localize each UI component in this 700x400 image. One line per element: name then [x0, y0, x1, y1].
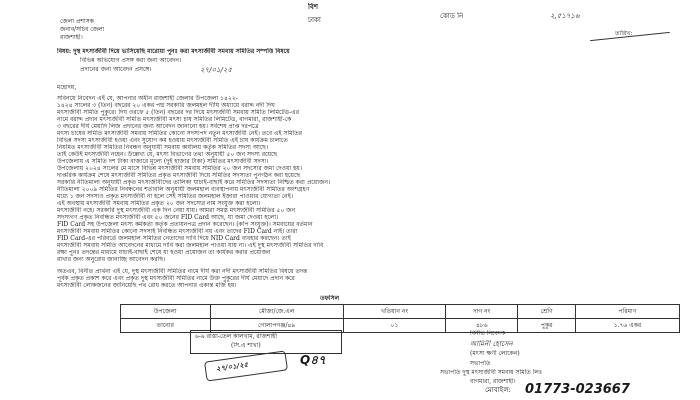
- body-line: FID Card সহ উপজেলা মৎস্য কর্মকর্তা কর্তৃক প্রত্যয়নপত্র প্রদান করেছেন। (কপি সংযুক্ত)। সমবায়ের বর্তমান: [57, 221, 313, 228]
- recipient-line-2: জনাব/সচিব জেলা: [60, 26, 105, 33]
- table-header-cell: দাগ নং: [446, 305, 518, 319]
- body-line: উপজেলায় এ সমিতি দশ টাকা বাজারে মূল্যে (দুই হাজার টাকা) সমিতির মৎস্যজীবী সদস্য।: [57, 158, 269, 165]
- office-code-label: কোড নি: [440, 12, 464, 20]
- closing-paragraph: [57, 268, 672, 289]
- subject-line-1: বিষয়: দুস্থ মৎস্যজীবী দিয়ে ভাসিয়েছি মারোয়া পুনঃ করা মৎস্যজীবী সমবায় সমিতির সম্পত্তি বিষয়ে: [57, 48, 290, 55]
- table-header-cell: উপজেলা: [121, 305, 211, 319]
- sender-title: সভাপতি: [470, 360, 491, 367]
- table-cell: গোলাপগঞ্জ/৪৯: [210, 319, 343, 333]
- date-label: তারিখ:: [615, 30, 633, 37]
- body-line: এই অবস্থায় মৎস্যজীবী সমবায় সমিতির প্রকৃত ২০ জন সদস্যের নাম সংযুক্ত করা হলো।: [57, 200, 261, 207]
- table-cell: ৪৮৬: [446, 319, 518, 333]
- body-line: নীতিমালা ২০০৯ সমিতির নিবন্ধনের শর্তাবলি অনুযায়ী জলমহাল ব্যবস্থাপনায় মৎস্যজীবী সমিতির অংশগ্রহণ: [57, 186, 310, 193]
- body-paragraph: [57, 95, 672, 263]
- table-cell: তানোর: [121, 319, 211, 333]
- body-line: নিয়মিত মৎস্যজীবী সমিতির নিবন্ধন অনুযায়ী সমবায় কার্যালয় কর্তৃক সমিতির সদস্য আছে।: [57, 144, 269, 151]
- table-cell: ১.৭৬ একর: [575, 319, 679, 333]
- table-header-cell: মৌজা/জে.এল: [210, 305, 343, 319]
- body-line: ৩ বছরের দীর্ঘ মেয়াদি লিজ প্রদানের জন্য আবেদন জানানো হয়। সর্বশেষ প্রাপ্ত দরপত্রে: [57, 123, 259, 130]
- subject-line-3: প্রদানের জন্য আবেদন প্রসঙ্গে।: [80, 66, 152, 73]
- closing-line: অতএব, বিনীত প্রার্থনা এই যে, দুস্থ মৎস্যজীবী সমিতির নামে দীর্ঘ করা নদী মৎস্যজীবী সমিতির বিষয়ে তদন্ত: [57, 268, 308, 275]
- body-line: রাখার জন্য অনুরোধ জানাচ্ছি আবেদন করছি।: [57, 256, 166, 263]
- body-line: FID Card-এর পরিবর্তে জলমহাল সমিতির নেতাদের দাবি দিয়ে NID Card ব্যবহার করছেন। তাই: [57, 235, 291, 242]
- body-line: তাই কেউই মৎস্যজীবী নহেন। উল্লেখ্য যে, মৎস্য বিভাগের তথ্য অনুযায়ী ৫০ জন সদস্য রয়েছে: [57, 151, 278, 158]
- table-cell: ০১: [343, 319, 446, 333]
- body-line: ১৪২৪ সালের ৩ (তিন) বছরের ২০ একর পদ্ম সরকারি জলমহল দীঘি অধ্যায়ে বরাদ্দ নদী দিঘ: [57, 102, 275, 109]
- header-title: বিশ: [308, 3, 319, 11]
- body-line: মধ্যে ১ জন সদস্যও প্রকৃত মৎস্যজীবী না হলে সেই সমিতির জলমহাল ইজারা পাওয়ার যোগ্যতা নেই।: [57, 193, 294, 200]
- body-line: দাপ্তরিক কার্যক্রম শেষে মৎস্যজীবী সমিতির প্রকৃত মৎস্যজীবী দিয়ে সমিতির সদস্যতা পুনর্গঠন করা হয়েছে: [57, 172, 301, 179]
- table-header-cell: খতিয়ান নং: [343, 305, 446, 319]
- table-cell: পুকুর: [518, 319, 576, 333]
- schedule-caption: তফসিল: [320, 295, 340, 302]
- stamp-line-2: (সি.এ শাখা): [231, 342, 261, 349]
- recipient-line-1: জেলা প্রশাসক: [60, 18, 94, 25]
- mobile-label: মোবাইল:: [485, 386, 511, 394]
- body-line: মৎস্য চাষের সমিতি মৎস্যজীবী সমবায় সমিতির কোনো সদস্যপদ নতুন মৎস্যজীবী নেই। তবে এই সমিতির: [57, 130, 303, 137]
- table-header-cell: পরিমাণ: [575, 305, 679, 319]
- sender-org: সভাপতি দুস্থ মৎস্যজীবী সমবায় সমিতি লিঃ: [440, 369, 543, 376]
- body-line: সদস্যগণ প্রকৃত নিবন্ধিত মৎস্যজীবী এবং ৫০ জনের FID Card আছে, যা জমা দেওয়া হলো।: [57, 214, 279, 221]
- handwritten-reference-date: ২৭/০১/২৫: [200, 66, 233, 74]
- schedule-table: [120, 304, 680, 333]
- sender-label: বিনীত নিবেদক: [470, 330, 506, 337]
- closing-line: মৎস্যজীবী লোকজনের জানিয়েছি পথ রোধ করতে আপনার একান্ত মর্জি হয়।: [57, 282, 237, 289]
- body-line: মৎস্যজীবী সমিতি পুকুরে। দিঘ ওরফে ৫ (তিন) বছরের দর দিয়ে মৎস্যজীবী সমবায় সমিতি লিমিটেড-এর: [57, 109, 299, 116]
- body-line: মৎস্যজীবী নহে। সরকারি দুস্থ মৎস্যজীবী এক দিন নেয়া যায়। আমরা সমস্ত মৎস্যজীবী সমিতির ৫০ জন: [57, 207, 296, 214]
- table-header-cell: শ্রেণি: [518, 305, 576, 319]
- mobile-number: 01773-023667: [525, 382, 630, 397]
- body-line: নামে বরাদ্দ প্রদান মৎস্যজীবী সমিতি মৎস্যজীবী মৎস্য চাষ সমিতির লিমিটেড, বাগমারা, রাজশাহী-কে: [57, 116, 292, 123]
- office-code-value: ২,৫১৭১৬: [550, 12, 580, 20]
- body-line: মৎস্যজীবী সমবায় সমিতি আবেদনের মাধ্যমে দাবি করা জলমহাল পাওয়া যায় না। এই দুস্থ মৎস্যজীবী সমিতির দাবি: [57, 242, 324, 249]
- sender-place: বাগমারা, রাজশাহী।: [470, 378, 516, 385]
- sender-name: আমিনী হোসেন: [470, 340, 513, 348]
- sender-role: (মৎস্য ক্ষণী লোকেন): [470, 350, 520, 357]
- recipient-line-3: রাজশাহী।: [60, 34, 83, 41]
- body-line: উপজেলায় ২০২৪ সালের মে মাসে বিভিন্ন মৎস্যজীবী সমবায় সমিতির ২০ জন সদস্যের জমা দেওয়া হয়।: [57, 165, 302, 172]
- body-line: বিভিন্ন সদস্য মৎস্যজীবী হওয়া এবং সুযোগ কম হওয়ায় মৎস্যজীবী সমিতি এই চাষ কার্যক্রম চালাতে: [57, 137, 288, 144]
- table-header-row: [121, 305, 680, 319]
- subject-line-2: বিভিন্ন অভিযোগ প্রসঙ্গ করা জন্য আবেদন।: [80, 57, 182, 64]
- header-subtitle: ঢাকা: [308, 16, 321, 24]
- signature-mark: Q৪৭: [300, 353, 326, 367]
- body-line: সবিনয়ে নিবেদন এই যে, আপনার অধীন রাজশাহী জেলার উপজেলা ১৪২২-: [57, 95, 238, 102]
- body-line: সরকারি নীতিমালা অনুযায়ী প্রকৃত মৎস্যজীবীদের তালিকা যাচাই-বাছাই করে সমিতির সদস্যতা নিশ্চিত করা প্রয়োজন।: [57, 179, 331, 186]
- received-date: ২৭/০১/২৫: [215, 360, 249, 374]
- office-stamp-box: [190, 330, 342, 354]
- received-date-stamp: [204, 350, 288, 381]
- body-line: রক্ষা পুনঃ তদন্তের মাধ্যমে যাচাই-বাছাই শেষে যা হওয়া প্রয়োজন তা কার্যকর করার প্রয়োজন: [57, 249, 271, 256]
- closing-line: পূর্বক প্রকৃত প্রকাশ করে এবং প্রকৃত দুস্থ মৎস্যজীবী সমিতির নামে উক্ত পুকুরের দীর্ঘ মেয়াদে প্রদান করে: [57, 275, 295, 282]
- stamp-line-1: ৬-৯ রাস্তা-তেল কালখাম, রাজশাহী: [195, 333, 277, 340]
- body-line: মৎস্যজীবী সমবায় সমিতির কোনো সদস্যই নিবন্ধিত মৎস্যজীবী নয় এবং তাদের FID Card নাই। তারা: [57, 228, 298, 235]
- salutation: মহোদয়,: [57, 84, 77, 91]
